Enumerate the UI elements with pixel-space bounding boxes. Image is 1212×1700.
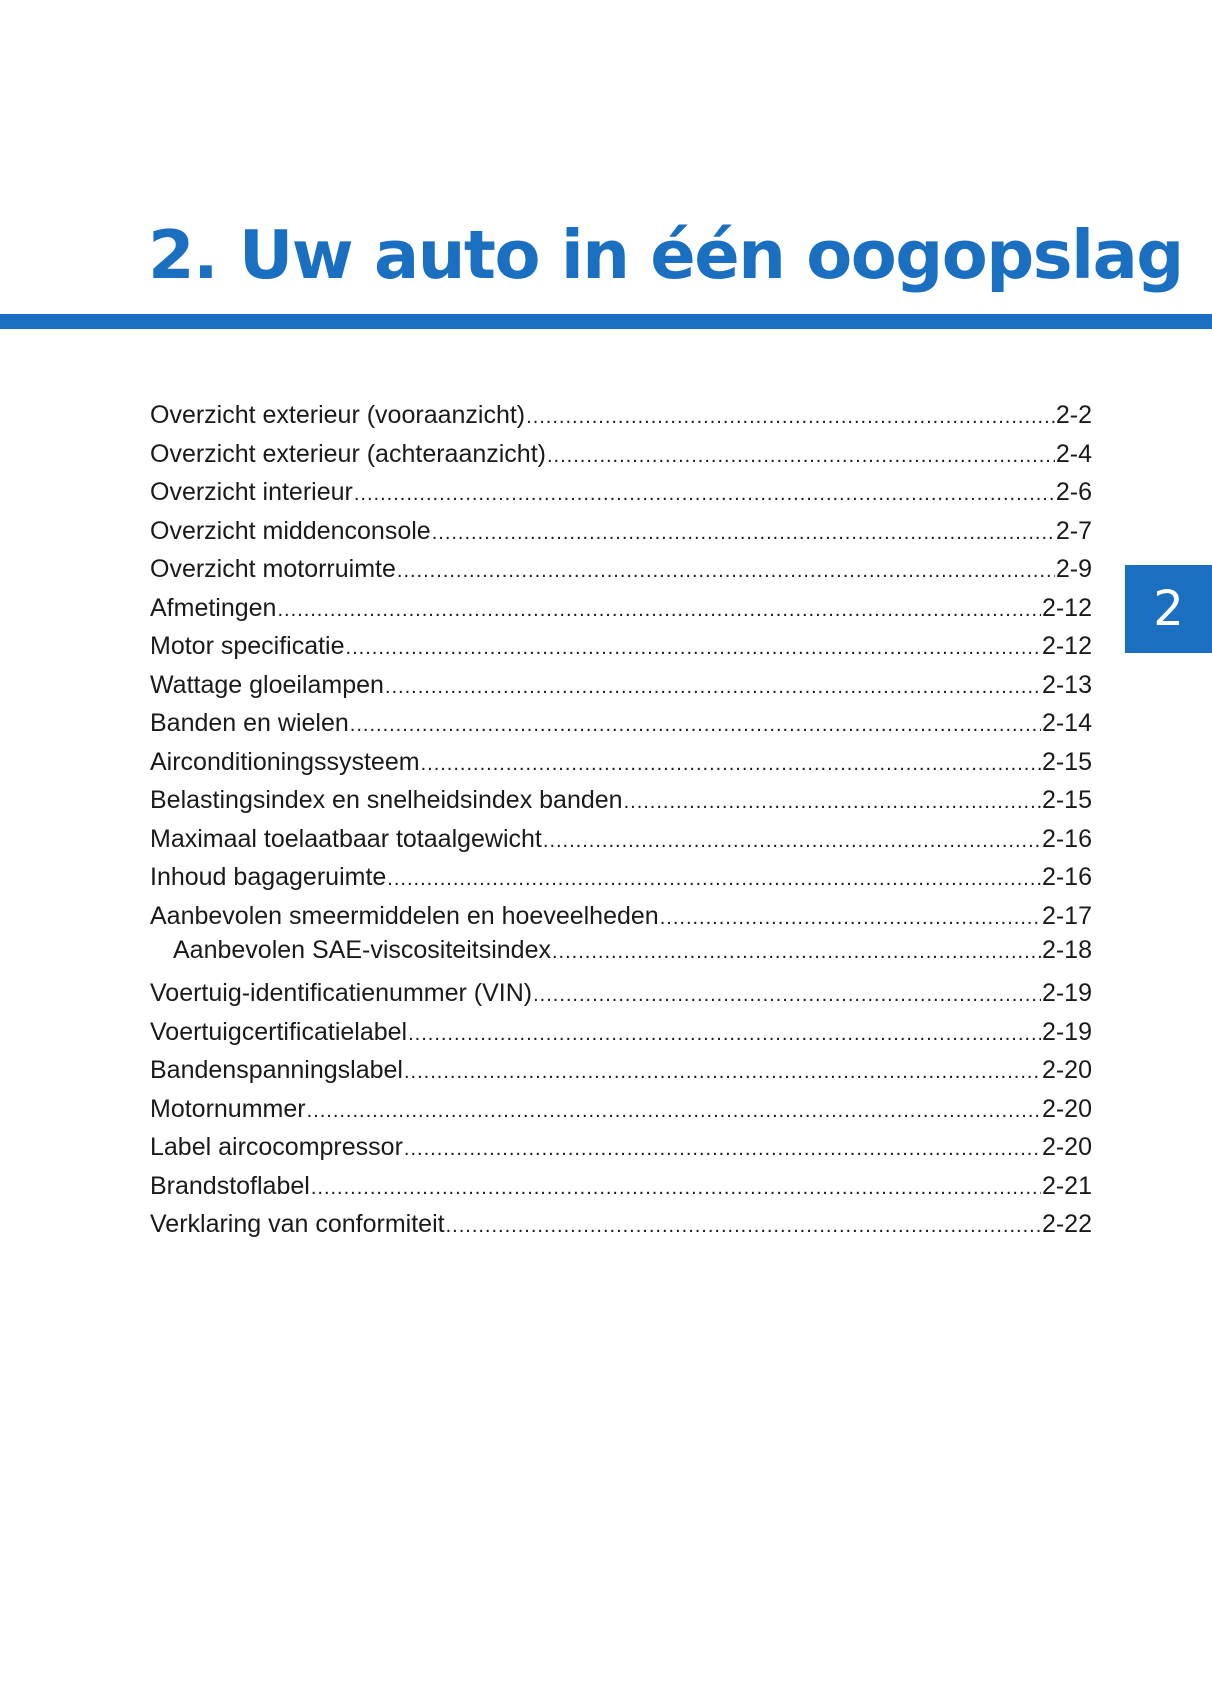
- toc-dot-leader: [547, 435, 1055, 476]
- toc-dot-leader: [354, 473, 1055, 514]
- toc-entry-page: 2-20: [1041, 1133, 1092, 1161]
- toc-dot-leader: [397, 550, 1055, 591]
- toc-entry-page: 2-18: [1041, 936, 1092, 964]
- toc-entry-page: 2-20: [1041, 1056, 1092, 1084]
- toc-entry-page: 2-14: [1041, 709, 1092, 737]
- title-divider: [0, 314, 1212, 329]
- toc-entry-page: 2-7: [1055, 516, 1092, 545]
- toc-dot-leader: [346, 627, 1041, 668]
- toc-entry[interactable]: [150, 1090, 1092, 1129]
- chapter-tab: [1125, 565, 1212, 653]
- toc-entry-label: Inhoud bagageruimte: [150, 863, 387, 891]
- toc-entry-label: Wattage gloeilampen: [150, 670, 384, 699]
- toc-entry[interactable]: [150, 820, 1092, 859]
- toc-entry-label: Motornummer: [150, 1094, 306, 1123]
- toc-dot-leader: [277, 589, 1040, 630]
- toc-entry-page: 2-4: [1055, 439, 1092, 468]
- toc-dot-leader: [311, 1167, 1041, 1208]
- toc-entry-label: Overzicht middenconsole: [150, 516, 431, 545]
- toc-entry[interactable]: [150, 435, 1092, 474]
- toc-entry-label: Belastingsindex en snelheidsindex banden: [150, 786, 623, 814]
- toc-entry-label: Maximaal toelaatbaar totaalgewicht: [150, 824, 542, 853]
- toc-entry[interactable]: [150, 743, 1092, 782]
- toc-entry-page: 2-2: [1055, 401, 1092, 429]
- toc-entry-page: 2-12: [1041, 632, 1092, 660]
- toc-entry[interactable]: [150, 666, 1092, 705]
- toc-entry[interactable]: [150, 512, 1092, 551]
- toc-entry[interactable]: [150, 1128, 1092, 1167]
- toc-entry[interactable]: [150, 627, 1092, 666]
- toc-entry-page: 2-17: [1041, 901, 1092, 930]
- toc-subentry[interactable]: [150, 935, 1092, 966]
- toc-dot-leader: [432, 512, 1055, 553]
- toc-dot-leader: [446, 1205, 1041, 1246]
- toc-dot-leader: [533, 974, 1041, 1015]
- toc-dot-leader: [387, 858, 1041, 899]
- toc-entry-label: Brandstoflabel: [150, 1171, 310, 1200]
- toc-entry[interactable]: [150, 974, 1092, 1013]
- toc-entry-page: 2-22: [1041, 1210, 1092, 1238]
- toc-entry-label: Airconditioningssysteem: [150, 747, 420, 776]
- toc-entry-label: Overzicht exterieur (achteraanzicht): [150, 439, 546, 468]
- toc-entry-label: Motor specificatie: [150, 632, 345, 660]
- toc-entry-label: Aanbevolen SAE-viscositeitsindex: [173, 936, 551, 964]
- toc-dot-leader: [307, 1090, 1041, 1131]
- toc-entry-label: Bandenspanningslabel: [150, 1056, 403, 1084]
- toc-entry[interactable]: [150, 781, 1092, 820]
- toc-entry-page: 2-13: [1041, 670, 1092, 699]
- toc-entry-page: 2-15: [1041, 786, 1092, 814]
- toc-entry-page: 2-21: [1041, 1171, 1092, 1200]
- toc-entry[interactable]: [150, 1205, 1092, 1244]
- toc-entry-label: Afmetingen: [150, 593, 277, 622]
- toc-entry-label: Voertuigcertificatielabel: [150, 1017, 408, 1046]
- toc-dot-leader: [526, 396, 1055, 437]
- toc-entry-page: 2-12: [1041, 593, 1092, 622]
- toc-entry[interactable]: [150, 858, 1092, 897]
- toc-entry[interactable]: [150, 589, 1092, 628]
- toc-entry-page: 2-19: [1041, 979, 1092, 1007]
- toc-entry-page: 2-20: [1041, 1094, 1092, 1123]
- chapter-title: 2. Uw auto in één oogopslag: [148, 216, 1183, 294]
- toc-dot-leader: [385, 666, 1041, 707]
- toc-entry-label: Overzicht motorruimte: [150, 555, 396, 583]
- toc-entry-page: 2-16: [1041, 863, 1092, 891]
- toc-entry[interactable]: [150, 704, 1092, 743]
- toc-entry[interactable]: [150, 396, 1092, 435]
- toc-entry[interactable]: [150, 550, 1092, 589]
- toc-entry-label: Verklaring van conformiteit: [150, 1210, 445, 1238]
- toc-dot-leader: [421, 743, 1041, 784]
- toc-entry-label: Overzicht exterieur (vooraanzicht): [150, 401, 526, 429]
- toc-entry-label: Banden en wielen: [150, 709, 349, 737]
- toc-dot-leader: [408, 1013, 1041, 1054]
- toc-entry-label: Label aircocompressor: [150, 1133, 403, 1161]
- toc-entry[interactable]: [150, 897, 1092, 936]
- toc-dot-leader: [543, 820, 1041, 861]
- toc-dot-leader: [624, 781, 1041, 822]
- toc-dot-leader: [404, 1128, 1041, 1169]
- toc-entry-label: Overzicht interieur: [150, 478, 353, 506]
- toc-entry[interactable]: [150, 1167, 1092, 1206]
- toc-entry-page: 2-9: [1055, 555, 1092, 583]
- toc-entry-page: 2-19: [1041, 1017, 1092, 1046]
- toc-entry[interactable]: [150, 1051, 1092, 1090]
- toc-entry-label: Aanbevolen smeermiddelen en hoeveelheden: [150, 901, 659, 930]
- toc-dot-leader: [552, 935, 1041, 968]
- toc-entry[interactable]: [150, 473, 1092, 512]
- chapter-tab-number: 2: [1153, 581, 1184, 637]
- toc-entry-page: 2-15: [1041, 747, 1092, 776]
- toc-entry[interactable]: [150, 1013, 1092, 1052]
- toc-dot-leader: [350, 704, 1041, 745]
- toc-entry-page: 2-6: [1055, 478, 1092, 506]
- toc-entry-label: Voertuig-identificatienummer (VIN): [150, 979, 533, 1007]
- table-of-contents: [150, 396, 1092, 1244]
- toc-dot-leader: [660, 897, 1041, 938]
- toc-entry-page: 2-16: [1041, 824, 1092, 853]
- toc-dot-leader: [404, 1051, 1041, 1092]
